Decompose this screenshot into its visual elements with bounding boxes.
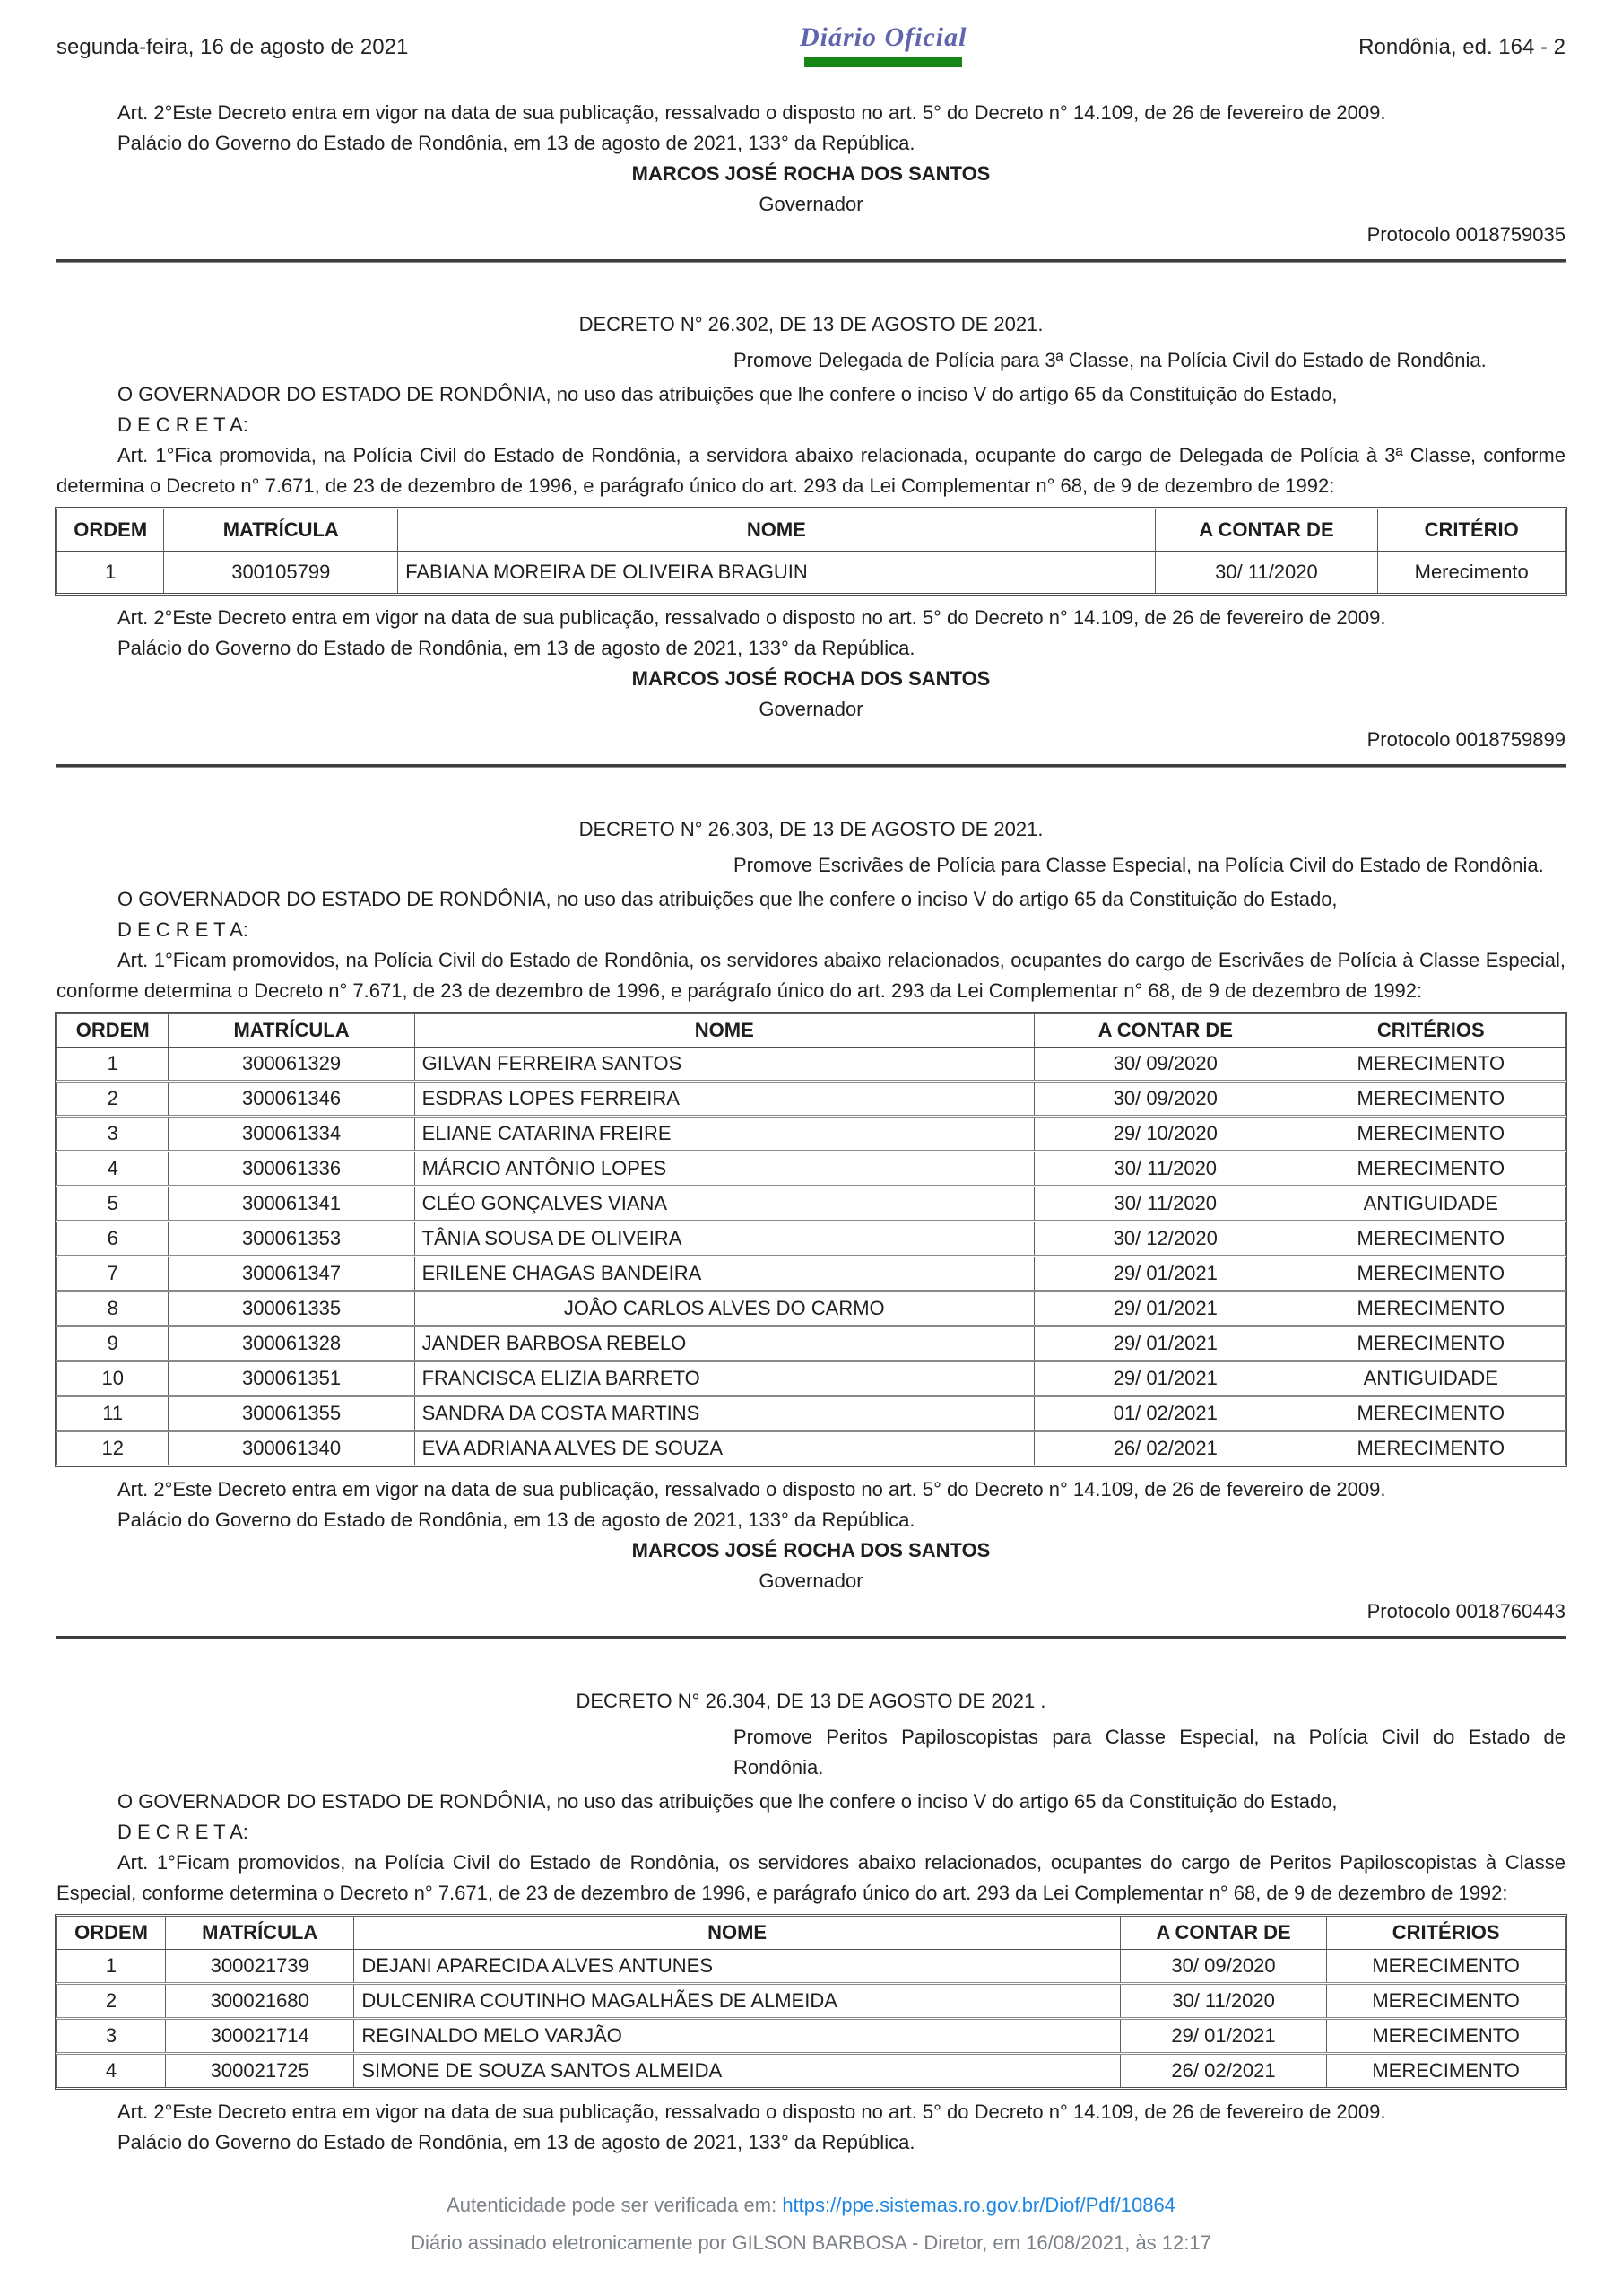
logo-green-bar [804, 57, 962, 67]
governor-paragraph: O GOVERNADOR DO ESTADO DE RONDÔNIA, no uso das atribuições que lhe confere o inciso V do artigo 65 da Constituição do Estado, [117, 383, 1338, 405]
table-cell: SIMONE DE SOUZA SANTOS ALMEIDA [354, 2054, 1120, 2088]
table-cell: 29/ 01/2021 [1034, 1326, 1297, 1361]
column-header: A CONTAR DE [1034, 1014, 1297, 1048]
signature-name: MARCOS JOSÉ ROCHA DOS SANTOS [631, 667, 991, 690]
section-divider [56, 1636, 1566, 1639]
signature-name: MARCOS JOSÉ ROCHA DOS SANTOS [631, 162, 991, 185]
decree-title: DECRETO N° 26.304, DE 13 DE AGOSTO DE 2021 . [576, 1690, 1046, 1712]
article-1-paragraph: Art. 1°Ficam promovidos, na Polícia Civil do Estado de Rondônia, os servidores abaixo relacionados, ocupantes do cargo de Escrivães de Polícia à Classe Especial, conforme determina o Decreto n° 7.671, de 23 de dezembro de 1996, e parágrafo único do art. 293 da Lei Complementar n° 68, de 9 de dezembro de 1992: [56, 949, 1566, 1002]
table-row [57, 1326, 1566, 1361]
palacio-paragraph: Palácio do Governo do Estado de Rondônia, em 13 de agosto de 2021, 133° da República. [117, 1509, 915, 1531]
table-row [57, 1292, 1566, 1326]
table-cell: 300061336 [169, 1152, 414, 1187]
table-cell: 300061341 [169, 1187, 414, 1222]
table-cell: 29/ 01/2021 [1120, 2019, 1326, 2054]
table-cell: 30/ 11/2020 [1034, 1152, 1297, 1187]
table-cell: 300061329 [169, 1048, 414, 1082]
table-cell: 30/ 09/2020 [1034, 1082, 1297, 1117]
signature-role: Governador [759, 698, 863, 720]
table-cell: 1 [57, 1950, 166, 1984]
table-cell: TÂNIA SOUSA DE OLIVEIRA [414, 1222, 1034, 1257]
table-cell: 3 [57, 1117, 169, 1152]
column-header: A CONTAR DE [1155, 509, 1378, 552]
column-header: MATRÍCULA [166, 1917, 354, 1950]
table-cell: 4 [57, 1152, 169, 1187]
decreta-label: D E C R E T A: [117, 413, 248, 436]
table-cell: MERECIMENTO [1297, 1431, 1565, 1465]
table-row [57, 1257, 1566, 1292]
table-cell: 11 [57, 1396, 169, 1431]
footer-auth-line [56, 2190, 1566, 2221]
column-header: ORDEM [57, 1014, 169, 1048]
article-2-paragraph: Art. 2°Este Decreto entra em vigor na data de sua publicação, ressalvado o disposto no art. 5° do Decreto n° 14.109, de 26 de fevereiro de 2009. [117, 606, 1386, 629]
column-header: CRITÉRIOS [1327, 1917, 1566, 1950]
column-header: A CONTAR DE [1120, 1917, 1326, 1950]
table-cell: 29/ 01/2021 [1034, 1257, 1297, 1292]
table-cell: 30/ 09/2020 [1034, 1048, 1297, 1082]
table-cell: 29/ 01/2021 [1034, 1361, 1297, 1396]
table-row [57, 1117, 1566, 1152]
header-date: segunda-feira, 16 de agosto de 2021 [56, 35, 409, 59]
table-row [57, 1950, 1566, 1984]
palacio-paragraph: Palácio do Governo do Estado de Rondônia, em 13 de agosto de 2021, 133° da República. [117, 637, 915, 659]
table-row [57, 2054, 1566, 2088]
table-cell: MERECIMENTO [1327, 1984, 1566, 2019]
promotion-table-26303 [56, 1013, 1566, 1465]
table-cell: JANDER BARBOSA REBELO [414, 1326, 1034, 1361]
table-cell: 300061334 [169, 1117, 414, 1152]
signature-role: Governador [759, 1570, 863, 1592]
table-cell: 5 [57, 1187, 169, 1222]
table-cell: 9 [57, 1326, 169, 1361]
footer-auth-label: Autenticidade pode ser verificada em: [447, 2194, 777, 2216]
table-cell: MERECIMENTO [1297, 1152, 1565, 1187]
table-cell: 300105799 [164, 552, 398, 594]
table-cell: 26/ 02/2021 [1034, 1431, 1297, 1465]
decree-26302 [56, 309, 1566, 755]
decree-title: DECRETO N° 26.302, DE 13 DE AGOSTO DE 2021. [578, 313, 1044, 335]
table-cell: 12 [57, 1431, 169, 1465]
decree-title: DECRETO N° 26.303, DE 13 DE AGOSTO DE 2021. [578, 818, 1044, 840]
table-cell: 6 [57, 1222, 169, 1257]
table-cell: FRANCISCA ELIZIA BARRETO [414, 1361, 1034, 1396]
table-cell: 300021714 [166, 2019, 354, 2054]
section-divider [56, 764, 1566, 768]
palacio-paragraph: Palácio do Governo do Estado de Rondônia, em 13 de agosto de 2021, 133° da República. [117, 132, 915, 154]
column-header: NOME [398, 509, 1155, 552]
table-cell: 4 [57, 2054, 166, 2088]
footer-auth-link[interactable]: https://ppe.sistemas.ro.gov.br/Diof/Pdf/10864 [782, 2194, 1175, 2216]
table-cell: JOÂO CARLOS ALVES DO CARMO [414, 1292, 1034, 1326]
table-cell: MERECIMENTO [1297, 1292, 1565, 1326]
table-cell: 01/ 02/2021 [1034, 1396, 1297, 1431]
table-cell: EVA ADRIANA ALVES DE SOUZA [414, 1431, 1034, 1465]
table-cell: 1 [57, 1048, 169, 1082]
decree-ementa: Promove Peritos Papiloscopistas para Classe Especial, na Polícia Civil do Estado de Rondônia. [733, 1726, 1566, 1779]
table-row [57, 1082, 1566, 1117]
article-2-paragraph: Art. 2°Este Decreto entra em vigor na data de sua publicação, ressalvado o disposto no art. 5° do Decreto n° 14.109, de 26 de fevereiro de 2009. [117, 1478, 1386, 1500]
previous-decree-closing [56, 98, 1566, 250]
header-edition: Rondônia, ed. 164 - 2 [1358, 35, 1566, 59]
table-cell: 300021680 [166, 1984, 354, 2019]
table-cell: 2 [57, 1984, 166, 2019]
table-cell: 30/ 12/2020 [1034, 1222, 1297, 1257]
protocol-number: Protocolo 0018759899 [1366, 728, 1566, 751]
table-cell: MERECIMENTO [1297, 1326, 1565, 1361]
article-1-paragraph: Art. 1°Fica promovida, na Polícia Civil do Estado de Rondônia, a servidora abaixo relacionada, ocupante do cargo de Delegada de Polícia à 3ª Classe, conforme determina o Decreto n° 7.671, de 23 de dezembro de 1996, e parágrafo único do art. 293 da Lei Complementar n° 68, de 9 de dezembro de 1992: [56, 444, 1566, 497]
table-cell: SANDRA DA COSTA MARTINS [414, 1396, 1034, 1431]
table-cell: 1 [57, 552, 164, 594]
table-cell: MERECIMENTO [1297, 1082, 1565, 1117]
table-cell: 2 [57, 1082, 169, 1117]
table-cell: 29/ 01/2021 [1034, 1292, 1297, 1326]
table-cell: MERECIMENTO [1297, 1117, 1565, 1152]
diario-oficial-logo-text: Diário Oficial [799, 22, 967, 52]
column-header: NOME [414, 1014, 1034, 1048]
table-cell: 10 [57, 1361, 169, 1396]
table-cell: 300061335 [169, 1292, 414, 1326]
article-1-paragraph: Art. 1°Ficam promovidos, na Polícia Civil do Estado de Rondônia, os servidores abaixo relacionados, ocupantes do cargo de Peritos Papiloscopistas à Classe Especial, conforme determina o Decreto n° 7.671, de 23 de dezembro de 1996, e parágrafo único do art. 293 da Lei Complementar n° 68, de 9 de dezembro de 1992: [56, 1851, 1566, 1904]
table-cell: MERECIMENTO [1297, 1048, 1565, 1082]
palacio-paragraph: Palácio do Governo do Estado de Rondônia, em 13 de agosto de 2021, 133° da República. [117, 2131, 915, 2153]
table-cell: 300061328 [169, 1326, 414, 1361]
page-footer [56, 2190, 1566, 2296]
table-cell: MERECIMENTO [1327, 2019, 1566, 2054]
column-header: CRITÉRIOS [1297, 1014, 1565, 1048]
table-cell: MERECIMENTO [1327, 2054, 1566, 2088]
column-header: ORDEM [57, 1917, 166, 1950]
table-cell: 300061347 [169, 1257, 414, 1292]
table-cell: 26/ 02/2021 [1120, 2054, 1326, 2088]
promotion-table-26302 [56, 509, 1566, 594]
table-cell: REGINALDO MELO VARJÃO [354, 2019, 1120, 2054]
table-cell: 30/ 11/2020 [1155, 552, 1378, 594]
signature-name: MARCOS JOSÉ ROCHA DOS SANTOS [631, 1539, 991, 1561]
table-row [57, 1396, 1566, 1431]
table-cell: ELIANE CATARINA FREIRE [414, 1117, 1034, 1152]
table-cell: 300061340 [169, 1431, 414, 1465]
table-header-row [57, 1014, 1566, 1048]
decreta-label: D E C R E T A: [117, 1821, 248, 1843]
table-cell: ANTIGUIDADE [1297, 1187, 1565, 1222]
column-header: CRITÉRIO [1378, 509, 1566, 552]
table-cell: 300061353 [169, 1222, 414, 1257]
table-cell: GILVAN FERREIRA SANTOS [414, 1048, 1034, 1082]
table-cell: MÁRCIO ANTÔNIO LOPES [414, 1152, 1034, 1187]
decree-26303 [56, 814, 1566, 1627]
table-row [57, 1048, 1566, 1082]
page-header [56, 0, 1566, 67]
article-2-paragraph: Art. 2°Este Decreto entra em vigor na data de sua publicação, ressalvado o disposto no art. 5° do Decreto n° 14.109, de 26 de fevereiro de 2009. [117, 2100, 1386, 2123]
table-cell: MERECIMENTO [1297, 1222, 1565, 1257]
protocol-number: Protocolo 0018759035 [1366, 223, 1566, 246]
table-row [57, 1984, 1566, 2019]
table-cell: ERILENE CHAGAS BANDEIRA [414, 1257, 1034, 1292]
table-cell: Merecimento [1378, 552, 1566, 594]
decree-ementa: Promove Escrivães de Polícia para Classe Especial, na Polícia Civil do Estado de Rondônia. [733, 854, 1544, 876]
decree-26304 [56, 1686, 1566, 2158]
decree-ementa: Promove Delegada de Polícia para 3ª Classe, na Polícia Civil do Estado de Rondônia. [733, 349, 1487, 371]
table-row [57, 1152, 1566, 1187]
table-cell: 3 [57, 2019, 166, 2054]
promotion-table-26304 [56, 1916, 1566, 2088]
table-cell: MERECIMENTO [1327, 1950, 1566, 1984]
table-cell: DULCENIRA COUTINHO MAGALHÃES DE ALMEIDA [354, 1984, 1120, 2019]
decree-closing [56, 603, 1566, 755]
section-divider [56, 259, 1566, 263]
diario-oficial-logo [800, 22, 967, 67]
table-row [57, 552, 1566, 594]
table-cell: CLÉO GONÇALVES VIANA [414, 1187, 1034, 1222]
table-cell: ANTIGUIDADE [1297, 1361, 1565, 1396]
table-cell: FABIANA MOREIRA DE OLIVEIRA BRAGUIN [398, 552, 1155, 594]
table-cell: 300061351 [169, 1361, 414, 1396]
column-header: MATRÍCULA [164, 509, 398, 552]
table-cell: 30/ 11/2020 [1120, 1984, 1326, 2019]
table-cell: 300061346 [169, 1082, 414, 1117]
table-cell: 300021725 [166, 2054, 354, 2088]
column-header: MATRÍCULA [169, 1014, 414, 1048]
governor-paragraph: O GOVERNADOR DO ESTADO DE RONDÔNIA, no uso das atribuições que lhe confere o inciso V do artigo 65 da Constituição do Estado, [117, 1790, 1338, 1813]
decree-closing [56, 2097, 1566, 2158]
table-cell: DEJANI APARECIDA ALVES ANTUNES [354, 1950, 1120, 1984]
table-row [57, 1431, 1566, 1465]
table-header-row [57, 509, 1566, 552]
column-header: ORDEM [57, 509, 164, 552]
article-2-paragraph: Art. 2°Este Decreto entra em vigor na data de sua publicação, ressalvado o disposto no art. 5° do Decreto n° 14.109, de 26 de fevereiro de 2009. [117, 101, 1386, 124]
decreta-label: D E C R E T A: [117, 918, 248, 941]
table-cell: MERECIMENTO [1297, 1257, 1565, 1292]
table-cell: 300021739 [166, 1950, 354, 1984]
table-cell: 30/ 09/2020 [1120, 1950, 1326, 1984]
table-row [57, 1222, 1566, 1257]
column-header: NOME [354, 1917, 1120, 1950]
table-cell: 7 [57, 1257, 169, 1292]
table-cell: 8 [57, 1292, 169, 1326]
table-cell: 300061355 [169, 1396, 414, 1431]
table-cell: 30/ 11/2020 [1034, 1187, 1297, 1222]
table-row [57, 1187, 1566, 1222]
table-row [57, 2019, 1566, 2054]
table-row [57, 1361, 1566, 1396]
table-cell: ESDRAS LOPES FERREIRA [414, 1082, 1034, 1117]
table-cell: 29/ 10/2020 [1034, 1117, 1297, 1152]
table-header-row [57, 1917, 1566, 1950]
footer-signed-line: Diário assinado eletronicamente por GILSON BARBOSA - Diretor, em 16/08/2021, às 12:17 [411, 2231, 1211, 2254]
governor-paragraph: O GOVERNADOR DO ESTADO DE RONDÔNIA, no uso das atribuições que lhe confere o inciso V do artigo 65 da Constituição do Estado, [117, 888, 1338, 910]
table-cell: MERECIMENTO [1297, 1396, 1565, 1431]
signature-role: Governador [759, 193, 863, 215]
protocol-number: Protocolo 0018760443 [1366, 1600, 1566, 1622]
decree-closing [56, 1474, 1566, 1627]
